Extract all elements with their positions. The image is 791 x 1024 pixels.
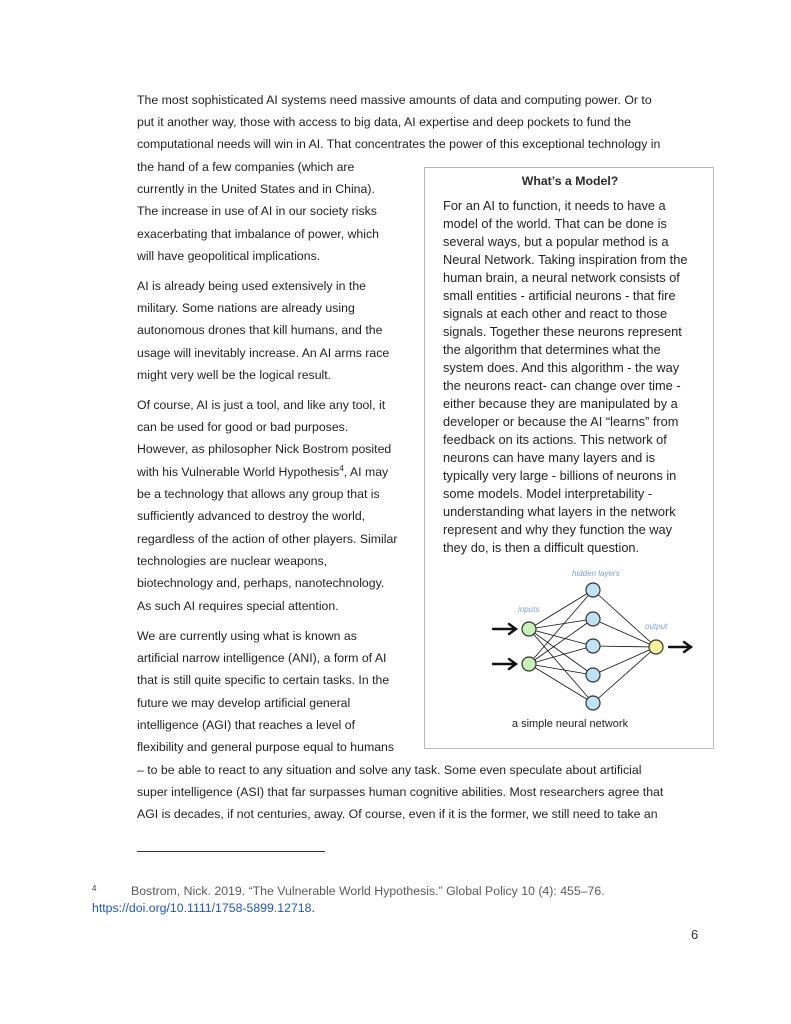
input-arrows xyxy=(493,624,516,669)
body-line: The most sophisticated AI systems need massive amounts of data and computing power. Or to xyxy=(137,93,652,107)
body-line: flexibility and general purpose equal to humans xyxy=(137,740,395,754)
hidden-neuron xyxy=(586,639,600,653)
body-line: We are currently using what is known as xyxy=(137,629,357,643)
body-line: Of course, AI is just a tool, and like any tool, it xyxy=(137,398,386,412)
body-line: AI is already being used extensively in the xyxy=(137,279,366,293)
sidebar-line: signals at each other and react to those xyxy=(443,306,668,321)
neural-network-diagram xyxy=(485,566,705,716)
sidebar-line: they do, is then a difficult question. xyxy=(443,540,640,555)
hidden-neuron xyxy=(586,583,600,597)
body-line: – to be able to react to any situation and solve any task. Some even speculate about artificial xyxy=(137,763,642,777)
hidden-neuron xyxy=(586,612,600,626)
body-line: The increase in use of AI in our society risks xyxy=(137,204,377,218)
body-line: sufficiently advanced to destroy the world, xyxy=(137,509,366,523)
sidebar-title: What’s a Model? xyxy=(521,174,619,188)
sidebar-line: system does. And this algorithm - the way xyxy=(443,360,680,375)
label-hidden-layers: hidden layers xyxy=(572,569,620,578)
page-number: 6 xyxy=(691,927,699,942)
body-line: will have geopolitical implications. xyxy=(137,249,321,263)
body-line: future we may develop artificial general xyxy=(137,696,351,710)
footnote-divider xyxy=(137,851,325,852)
body-line: might very well be the logical result. xyxy=(137,368,332,382)
body-line: currently in the United States and in China). xyxy=(137,182,375,196)
output-neuron xyxy=(649,640,663,654)
input-neuron xyxy=(522,622,536,636)
sidebar-line: represent and why they function the way xyxy=(443,522,673,537)
sidebar-line: several ways, but a popular method is a xyxy=(443,234,669,249)
body-line: the hand of a few companies (which are xyxy=(137,160,355,174)
body-line: military. Some nations are already using xyxy=(137,301,355,315)
sidebar-line: typically very large - billions of neurons in xyxy=(443,468,677,483)
body-line: regardless of the action of other players. Similar xyxy=(137,532,398,546)
body-line: AGI is decades, if not centuries, away. Of course, even if it is the former, we still need to take an xyxy=(137,807,658,821)
body-line: super intelligence (ASI) that far surpasses human cognitive abilities. Most researchers agree that xyxy=(137,785,664,799)
body-line: computational needs will win in AI. That concentrates the power of this exceptional technology in xyxy=(137,137,661,151)
sidebar-line: either because they are manipulated by a xyxy=(443,396,678,411)
hidden-neuron xyxy=(586,696,600,710)
footnote-reference[interactable]: 4 xyxy=(339,463,344,473)
body-line: biotechnology and, perhaps, nanotechnology. xyxy=(137,576,385,590)
label-inputs: inputs xyxy=(518,605,540,614)
body-line xyxy=(137,464,388,480)
body-line: intelligence (AGI) that reaches a level of xyxy=(137,718,356,732)
body-line: However, as philosopher Nick Bostrom posited xyxy=(137,442,392,456)
label-output: output xyxy=(645,622,668,631)
output-arrow xyxy=(669,642,691,652)
sidebar-line: developer or because the AI “learns” from xyxy=(443,414,679,429)
body-line-tail: , AI may xyxy=(343,465,389,479)
footnote-text: Bostrom, Nick. 2019. “The Vulnerable World Hypothesis.” Global Policy 10 (4): 455–76. xyxy=(131,884,605,898)
sidebar-line: the algorithm that determines what the xyxy=(443,342,661,357)
sidebar-line: model of the world. That can be done is xyxy=(443,216,667,231)
body-line-text: with his Vulnerable World Hypothesis xyxy=(137,465,340,479)
body-line: that is still quite specific to certain tasks. In the xyxy=(137,673,390,687)
sidebar-line: signals. Together these neurons represent xyxy=(443,324,682,339)
body-line: technologies are nuclear weapons, xyxy=(137,554,328,568)
footnote-link[interactable]: https://doi.org/10.1111/1758-5899.12718 xyxy=(92,901,312,915)
sidebar-line: Neural Network. Taking inspiration from the xyxy=(443,252,688,267)
sidebar-line: understanding what layers in the network xyxy=(443,504,676,519)
body-line: artificial narrow intelligence (ANI), a form of AI xyxy=(137,651,387,665)
sidebar-line: the neurons react- can change over time - xyxy=(443,378,681,393)
body-line: can be used for good or bad purposes. xyxy=(137,420,349,434)
body-line: put it another way, those with access to big data, AI expertise and deep pockets to fund the xyxy=(137,115,632,129)
sidebar-line: small entities - artificial neurons - that fire xyxy=(443,288,676,303)
diagram-caption: a simple neural network xyxy=(511,718,629,730)
sidebar-box xyxy=(424,167,714,749)
footnote-link-tail: . xyxy=(311,901,315,915)
body-line: autonomous drones that kill humans, and the xyxy=(137,323,383,337)
sidebar-line: feedback on its actions. This network of xyxy=(443,432,667,447)
body-line: As such AI requires special attention. xyxy=(137,599,339,613)
sidebar-line: neurons can have many layers and is xyxy=(443,450,655,465)
sidebar-line: some models. Model interpretability - xyxy=(443,486,653,501)
footnote-link-line xyxy=(92,901,315,915)
hidden-neuron xyxy=(586,668,600,682)
body-line: exacerbating that imbalance of power, which xyxy=(137,227,379,241)
sidebar-line: For an AI to function, it needs to have a xyxy=(443,198,666,213)
body-line: be a technology that allows any group that is xyxy=(137,487,380,501)
footnote-number: 4 xyxy=(92,884,97,893)
sidebar-line: human brain, a neural network consists of xyxy=(443,270,680,285)
body-line: usage will inevitably increase. An AI arms race xyxy=(137,346,390,360)
input-neuron xyxy=(522,657,536,671)
